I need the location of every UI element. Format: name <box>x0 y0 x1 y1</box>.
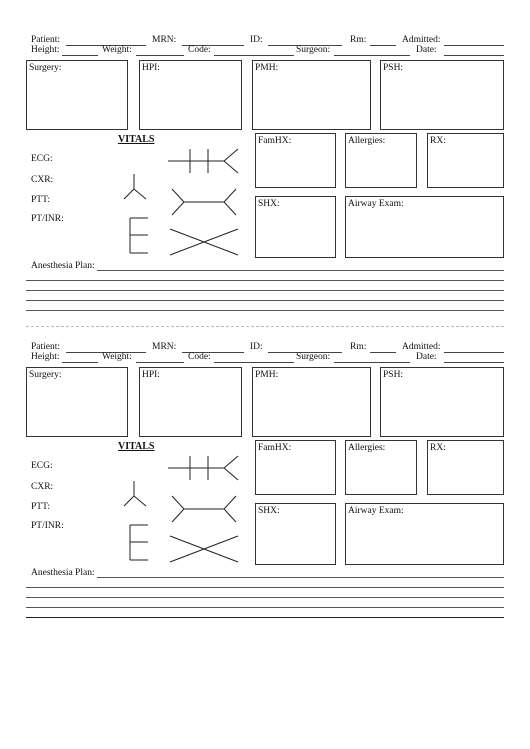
admitted-field[interactable] <box>444 352 504 353</box>
patient-section-1 <box>0 0 530 310</box>
rx-label: RX: <box>430 136 446 146</box>
code-field[interactable] <box>214 362 294 363</box>
ptt-label: PTT: <box>31 502 51 512</box>
rx-box[interactable] <box>427 440 504 495</box>
admitted-field[interactable] <box>444 45 504 46</box>
cxr-label: CXR: <box>31 482 54 492</box>
rm-label: Rm: <box>350 342 367 352</box>
admitted-label: Admitted: <box>402 35 441 45</box>
surgeon-field[interactable] <box>334 55 410 56</box>
pmh-label: PMH: <box>255 370 279 380</box>
surgeon-label: Surgeon: <box>296 45 331 55</box>
allergies-box[interactable] <box>345 133 417 188</box>
height-label: Height: <box>31 45 60 55</box>
vitals-title: VITALS <box>118 134 155 145</box>
rx-label: RX: <box>430 443 446 453</box>
weight-field[interactable] <box>136 55 184 56</box>
plan-line[interactable] <box>97 270 504 271</box>
mrn-label: MRN: <box>152 35 177 45</box>
fishbone-chem-diagram <box>168 149 238 173</box>
date-field[interactable] <box>444 362 504 363</box>
admitted-label: Admitted: <box>402 342 441 352</box>
ptinr-label: PT/INR: <box>31 521 64 531</box>
psh-label: PSH: <box>383 63 404 73</box>
lab-diagrams <box>120 145 245 260</box>
cbc-tripod-diagram <box>124 481 146 506</box>
coag-diagram <box>172 189 236 215</box>
anesthesia-plan-label: Anesthesia Plan: <box>31 261 95 271</box>
date-label: Date: <box>416 45 437 55</box>
rm-label: Rm: <box>350 35 367 45</box>
ptt-label: PTT: <box>31 195 51 205</box>
ecg-label: ECG: <box>31 461 53 471</box>
surgery-label: Surgery: <box>29 63 62 73</box>
lab-diagrams <box>120 452 245 567</box>
patient-label: Patient: <box>31 35 61 45</box>
airway-exam-label: Airway Exam: <box>348 506 404 516</box>
allergies-label: Allergies: <box>348 443 386 453</box>
rx-box[interactable] <box>427 133 504 188</box>
famhx-label: FamHX: <box>258 136 292 146</box>
allergies-box[interactable] <box>345 440 417 495</box>
hpi-box[interactable] <box>139 367 242 437</box>
shx-box[interactable] <box>255 503 336 565</box>
ecg-label: ECG: <box>31 154 53 164</box>
id-label: ID: <box>250 35 263 45</box>
code-label: Code: <box>188 45 211 55</box>
height-field[interactable] <box>62 55 98 56</box>
fishbone-chem-diagram <box>168 456 238 480</box>
allergies-label: Allergies: <box>348 136 386 146</box>
date-label: Date: <box>416 352 437 362</box>
abg-x-diagram <box>170 536 238 562</box>
hpi-label: HPI: <box>142 370 160 380</box>
plan-line[interactable] <box>26 300 504 301</box>
famhx-box[interactable] <box>255 440 336 495</box>
pmh-box[interactable] <box>252 60 371 130</box>
surgeon-label: Surgeon: <box>296 352 331 362</box>
rm-field[interactable] <box>370 45 396 46</box>
hpi-box[interactable] <box>139 60 242 130</box>
famhx-label: FamHX: <box>258 443 292 453</box>
height-field[interactable] <box>62 362 98 363</box>
psh-box[interactable] <box>380 60 504 130</box>
psh-label: PSH: <box>383 370 404 380</box>
code-field[interactable] <box>214 55 294 56</box>
mrn-label: MRN: <box>152 342 177 352</box>
date-field[interactable] <box>444 55 504 56</box>
airway-exam-label: Airway Exam: <box>348 199 404 209</box>
shx-label: SHX: <box>258 506 280 516</box>
famhx-box[interactable] <box>255 133 336 188</box>
abg-x-diagram <box>170 229 238 255</box>
weight-field[interactable] <box>136 362 184 363</box>
pmh-label: PMH: <box>255 63 279 73</box>
shx-box[interactable] <box>255 196 336 258</box>
plan-line[interactable] <box>26 280 504 281</box>
id-label: ID: <box>250 342 263 352</box>
airway-exam-box[interactable] <box>345 196 504 258</box>
plan-line[interactable] <box>26 587 504 588</box>
anesthesia-plan-label: Anesthesia Plan: <box>31 568 95 578</box>
surgery-label: Surgery: <box>29 370 62 380</box>
coag-diagram <box>172 496 236 522</box>
bracket-diagram <box>130 218 148 253</box>
pmh-box[interactable] <box>252 367 371 437</box>
weight-label: Weight: <box>102 45 132 55</box>
plan-line[interactable] <box>26 607 504 608</box>
hpi-label: HPI: <box>142 63 160 73</box>
rm-field[interactable] <box>370 352 396 353</box>
surgeon-field[interactable] <box>334 362 410 363</box>
code-label: Code: <box>188 352 211 362</box>
cxr-label: CXR: <box>31 175 54 185</box>
airway-exam-box[interactable] <box>345 503 504 565</box>
plan-line[interactable] <box>26 290 504 291</box>
plan-line[interactable] <box>97 577 504 578</box>
plan-line[interactable] <box>26 617 504 618</box>
psh-box[interactable] <box>380 367 504 437</box>
shx-label: SHX: <box>258 199 280 209</box>
weight-label: Weight: <box>102 352 132 362</box>
patient-label: Patient: <box>31 342 61 352</box>
height-label: Height: <box>31 352 60 362</box>
surgery-box[interactable] <box>26 60 128 130</box>
bracket-diagram <box>130 525 148 560</box>
patient-section-2 <box>0 307 530 617</box>
plan-line[interactable] <box>26 597 504 598</box>
cbc-tripod-diagram <box>124 174 146 199</box>
vitals-title: VITALS <box>118 441 155 452</box>
ptinr-label: PT/INR: <box>31 214 64 224</box>
surgery-box[interactable] <box>26 367 128 437</box>
